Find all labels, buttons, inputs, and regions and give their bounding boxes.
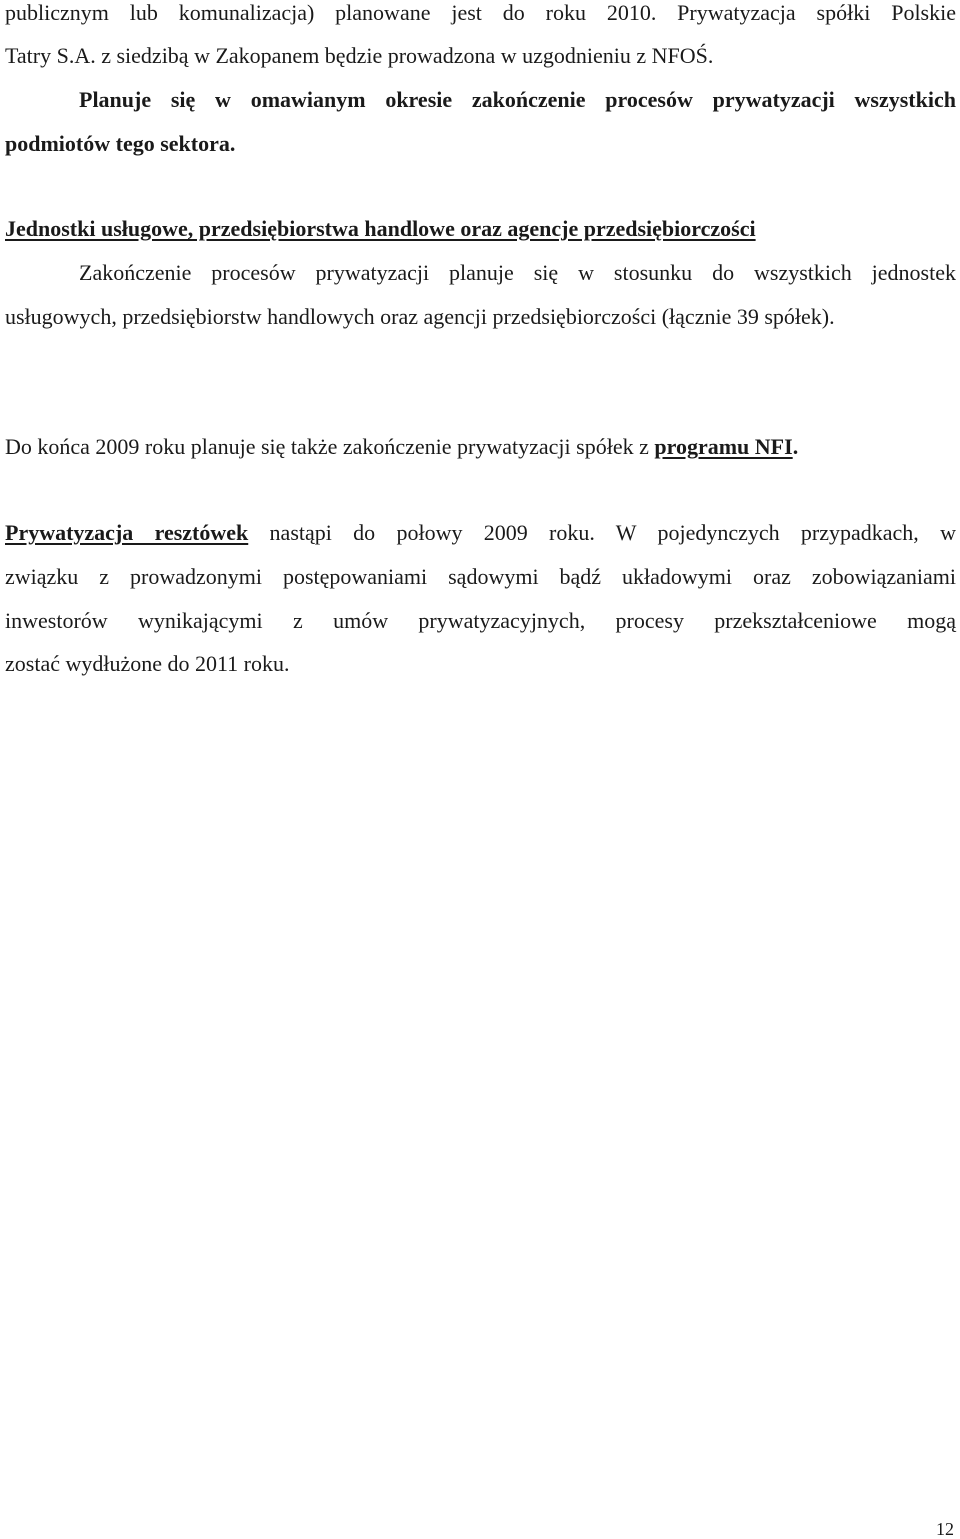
paragraph-4-line-1 (5, 522, 956, 544)
paragraph-3 (5, 436, 798, 458)
section-heading: Jednostki usługowe, przedsiębiorstwa handlowe oraz agencje przedsiębiorczości (5, 216, 756, 241)
paragraph-1-line-1: publicznym lub komunalizacja) planowane jest do roku 2010. Prywatyzacja spółki Polskie (5, 0, 956, 25)
page-number: 12 (936, 1519, 954, 1539)
resztowek-heading: Prywatyzacja resztówek (5, 520, 249, 545)
section-line-2: usługowych, przedsiębiorstw handlowych oraz agencji przedsiębiorczości (łącznie 39 spółek). (5, 304, 835, 329)
section-line-1: Zakończenie procesów prywatyzacji planuje się w stosunku do wszystkich jednostek (79, 260, 956, 285)
paragraph-3-text: Do końca 2009 roku planuje się także zakończenie prywatyzacji spółek z (5, 434, 655, 459)
paragraph-2-line-1: Planuje się w omawianym okresie zakończenie procesów prywatyzacji wszystkich (79, 87, 956, 112)
paragraph-4-line-2: związku z prowadzonymi postępowaniami sądowymi bądź układowymi oraz zobowiązaniami (5, 564, 956, 589)
programu-nfi-link: programu NFI (654, 434, 793, 459)
paragraph-3-period: . (792, 434, 799, 459)
paragraph-4-line-1-text: nastąpi do połowy 2009 roku. W pojedynczych przypadkach, w (248, 520, 956, 545)
paragraph-1-line-2: Tatry S.A. z siedzibą w Zakopanem będzie prowadzona w uzgodnieniu z NFOŚ. (5, 43, 714, 68)
paragraph-2-line-2: podmiotów tego sektora. (5, 131, 236, 156)
paragraph-4-line-4: zostać wydłużone do 2011 roku. (5, 651, 290, 676)
paragraph-4-line-3: inwestorów wynikającymi z umów prywatyzacyjnych, procesy przekształceniowe mogą (5, 608, 956, 633)
